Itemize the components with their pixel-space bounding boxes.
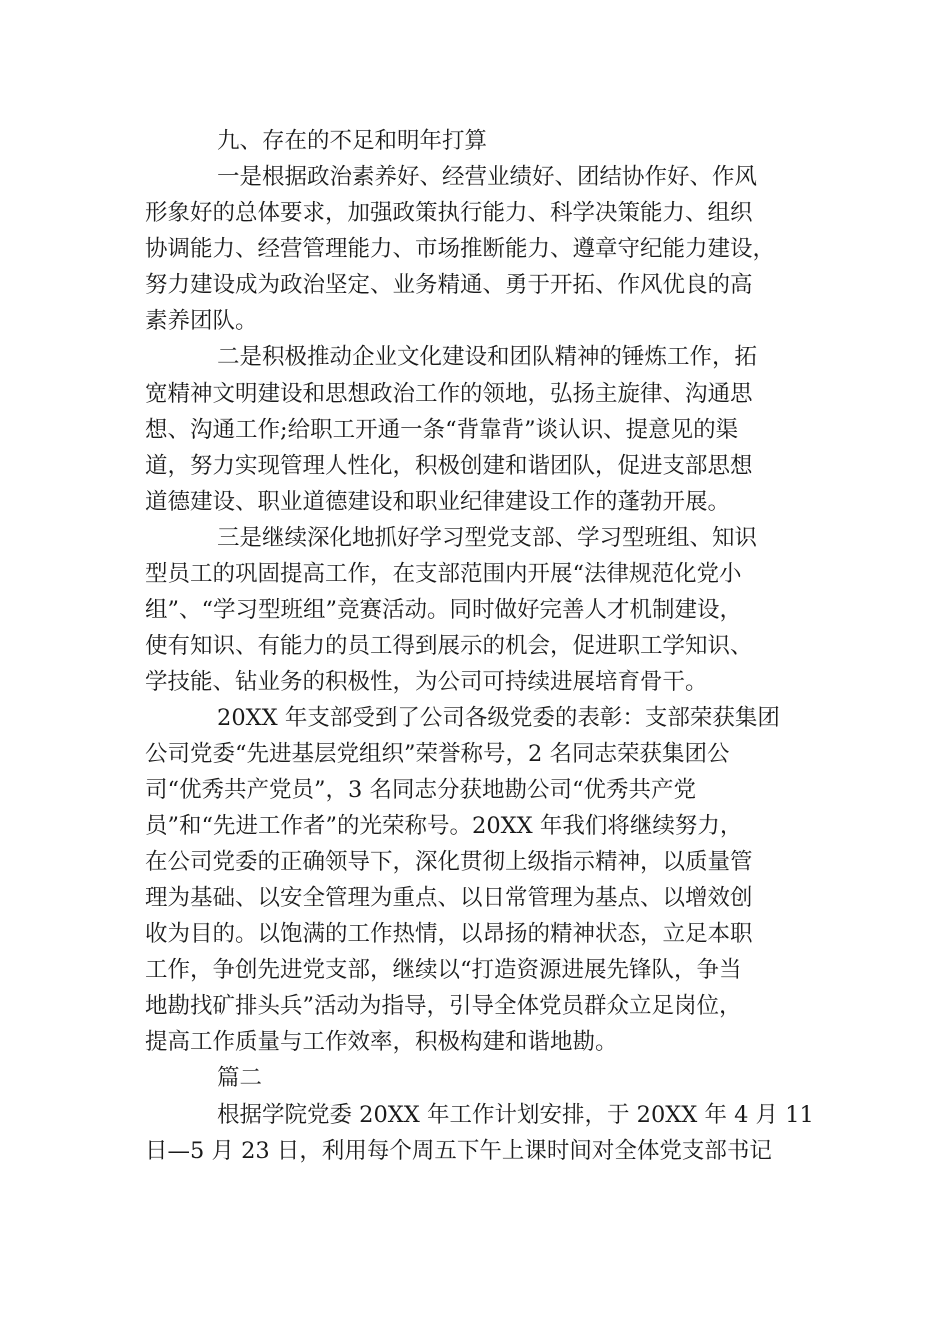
text-line: 使有知识、有能力的员工得到展示的机会，促进职工学知识、: [145, 633, 753, 659]
text-line: 型员工的巩固提高工作，在支部范围内开展“法律规范化党小: [145, 561, 742, 587]
text-line: 形象好的总体要求，加强政策执行能力、科学决策能力、组织: [145, 200, 753, 226]
text-line: 三是继续深化地抓好学习型党支部、学习型班组、知识: [217, 525, 758, 551]
text-line: 一是根据政治素养好、经营业绩好、团结协作好、作风: [217, 164, 758, 190]
text-line: 工作，争创先进党支部，继续以“打造资源进展先锋队，争当: [145, 957, 742, 983]
text-line: 学技能、钻业务的积极性，为公司可持续进展培育骨干。: [145, 669, 708, 695]
text-line: 二是积极推动企业文化建设和团队精神的锤炼工作，拓: [217, 344, 758, 370]
section-heading: 九、存在的不足和明年打算: [217, 128, 488, 154]
text-line: 理为基础、以安全管理为重点、以日常管理为基点、以增效创: [145, 885, 753, 911]
section-label: 篇二: [217, 1065, 263, 1091]
text-line: 协调能力、经营管理能力、市场推断能力、遵章守纪能力建设，: [145, 236, 776, 262]
text-line: 道，努力实现管理人性化，积极创建和谐团队，促进支部思想: [145, 453, 753, 479]
text-line: 司“优秀共产党员”，3 名同志分获地勘公司“优秀共产党: [145, 777, 696, 803]
text-line: 努力建设成为政治坚定、业务精通、勇于开拓、作风优良的高: [145, 272, 753, 298]
text-line: 道德建设、职业道德建设和职业纪律建设工作的蓬勃开展。: [145, 489, 731, 515]
text-line: 提高工作质量与工作效率，积极构建和谐地勘。: [145, 1029, 618, 1055]
text-line: 收为目的。以饱满的工作热情，以昂扬的精神状态，立足本职: [145, 921, 753, 947]
text-line: 员”和“先进工作者”的光荣称号。20XX 年我们将继续努力，: [145, 813, 743, 839]
text-line: 公司党委“先进基层党组织”荣誉称号，2 名同志荣获集团公: [145, 741, 730, 767]
text-line: 根据学院党委 20XX 年工作计划安排，于 20XX 年 4 月 11: [217, 1102, 814, 1128]
text-line: 日—5 月 23 日，利用每个周五下午上课时间对全体党支部书记: [145, 1138, 772, 1164]
text-line: 在公司党委的正确领导下，深化贯彻上级指示精神，以质量管: [145, 849, 753, 875]
text-line: 组”、“学习型班组”竞赛活动。同时做好完善人才机制建设，: [145, 597, 743, 623]
text-line: 想、沟通工作;给职工开通一条“背靠背”谈认识、提意见的渠: [145, 417, 739, 443]
text-line: 地勘找矿排头兵”活动为指导，引导全体党员群众立足岗位，: [145, 993, 742, 1019]
text-line: 20XX 年支部受到了公司各级党委的表彰：支部荣获集团: [217, 705, 780, 731]
text-line: 宽精神文明建设和思想政治工作的领地，弘扬主旋律、沟通思: [145, 381, 753, 407]
text-line: 素养团队。: [145, 308, 258, 334]
